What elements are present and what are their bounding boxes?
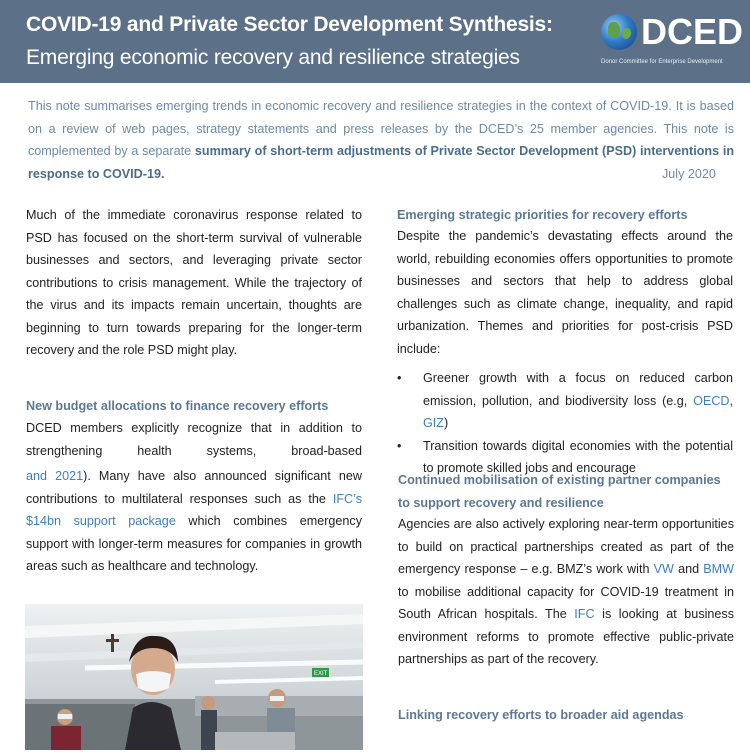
budget-text-line: DCED members explicitly recognize that in addition to strengthening health systems, broad-based bbox=[26, 421, 362, 458]
partners-and: and bbox=[678, 562, 700, 576]
heading-budget: New budget allocations to finance recovery efforts bbox=[26, 399, 329, 413]
bullet-text: Transition towards digital economies with the potential to promote skilled jobs and encourage bbox=[423, 438, 733, 475]
title-line-2: Emerging economic recovery and resilience strategies bbox=[26, 46, 520, 69]
dced-logo bbox=[601, 11, 744, 71]
intro-paragraph bbox=[28, 95, 734, 185]
right-heading-partners bbox=[398, 469, 734, 514]
priorities-bullet-list bbox=[397, 367, 734, 475]
logo-text: DCED bbox=[641, 11, 744, 52]
left-budget-paragraph bbox=[26, 417, 362, 459]
ifc-package-link[interactable]: IFC’s $14bn support package bbox=[26, 491, 362, 528]
summary-link[interactable]: summary of short-term adjustments of Private Sector Development (PSD) interventions in response to COVID-19. bbox=[28, 144, 735, 181]
partners-text: Agencies are also actively exploring near-term opportunities to build on practical partnerships created as part of the emergency response – e.g. BMZ’s work with bbox=[398, 517, 734, 576]
title-line-1: COVID-19 and Private Sector Development Synthesis: bbox=[26, 13, 553, 36]
budget-2021-link[interactable]: and 2021 bbox=[26, 469, 84, 483]
right-heading-aid-agendas bbox=[398, 704, 734, 727]
intro-text: This note summarises emerging trends in economic recovery and resilience strategies in the context of COVID-19. It is based on a review of web pages, strategy statements and press releases by the DCED’s 25 member agencies. This note is complemented by a separate bbox=[28, 99, 734, 158]
oecd-link[interactable]: OECD bbox=[693, 393, 730, 408]
exit-sign-text: EXIT bbox=[314, 671, 328, 677]
heading-aid-agendas: Linking recovery efforts to broader aid agendas bbox=[398, 708, 684, 722]
left-heading-budget bbox=[26, 395, 362, 418]
left-intro-paragraph bbox=[26, 204, 362, 362]
partners-text-3: is looking at business environment reforms to promote effective public-private partnerships as part of the recovery. bbox=[398, 607, 735, 666]
vw-link[interactable]: VW bbox=[653, 562, 674, 576]
globe-icon bbox=[601, 14, 637, 50]
budget-text-end: which combines emergency support with longer-term measures for companies in growth areas such as healthcare and technology. bbox=[26, 514, 362, 573]
left-para-text: Much of the immediate coronavirus response related to PSD has focused on the short-term survival of vulnerable businesses and sectors, and leveraging private sector contributions to crisis management. While the trajectory of the virus and its impacts remain uncertain, thoughts are beginning to turn towards preparing for the longer-term recovery and the role PSD might play. bbox=[26, 208, 362, 357]
photo-illustration bbox=[25, 604, 363, 750]
giz-link[interactable]: GIZ bbox=[423, 416, 444, 430]
bullet-close-paren: ) bbox=[444, 416, 449, 430]
bmw-link[interactable]: BMW bbox=[703, 562, 735, 576]
heading-priorities: Emerging strategic priorities for recovery efforts bbox=[397, 208, 688, 222]
bullet-greener-growth bbox=[397, 367, 733, 435]
right-partners-paragraph bbox=[398, 513, 734, 671]
priorities-text: Despite the pandemic’s devastating effects around the world, rebuilding economies offers opportunities to promote businesses and sectors that help to address global challenges such as climate change, inequality, and rapid urbanization. Themes and priorities for post-crisis PSD include: bbox=[397, 229, 733, 356]
heading-partners: Continued mobilisation of existing partner companies to support recovery and resilience bbox=[398, 473, 721, 510]
bullet-separator: , bbox=[729, 393, 734, 408]
partners-text-2: to mobilise additional capacity for COVID-19 treatment in South African hospitals. The bbox=[398, 584, 734, 621]
ifc-link[interactable]: IFC bbox=[574, 607, 595, 621]
right-heading-priorities bbox=[397, 204, 733, 227]
budget-text: ). Many have also announced significant new contributions to multilateral responses such as the bbox=[26, 469, 363, 506]
logo-subtext: Donor Committee for Enterprise Development bbox=[601, 59, 723, 65]
publication-date: July 2020 bbox=[662, 167, 716, 181]
factory-workers-photo bbox=[25, 604, 363, 750]
header-banner bbox=[0, 0, 750, 83]
right-priorities-paragraph bbox=[397, 225, 733, 360]
bullet-text: Greener growth with a focus on reduced carbon emission, pollution, and biodiversity loss (e.g, bbox=[423, 371, 733, 408]
left-budget-continued bbox=[26, 465, 362, 578]
